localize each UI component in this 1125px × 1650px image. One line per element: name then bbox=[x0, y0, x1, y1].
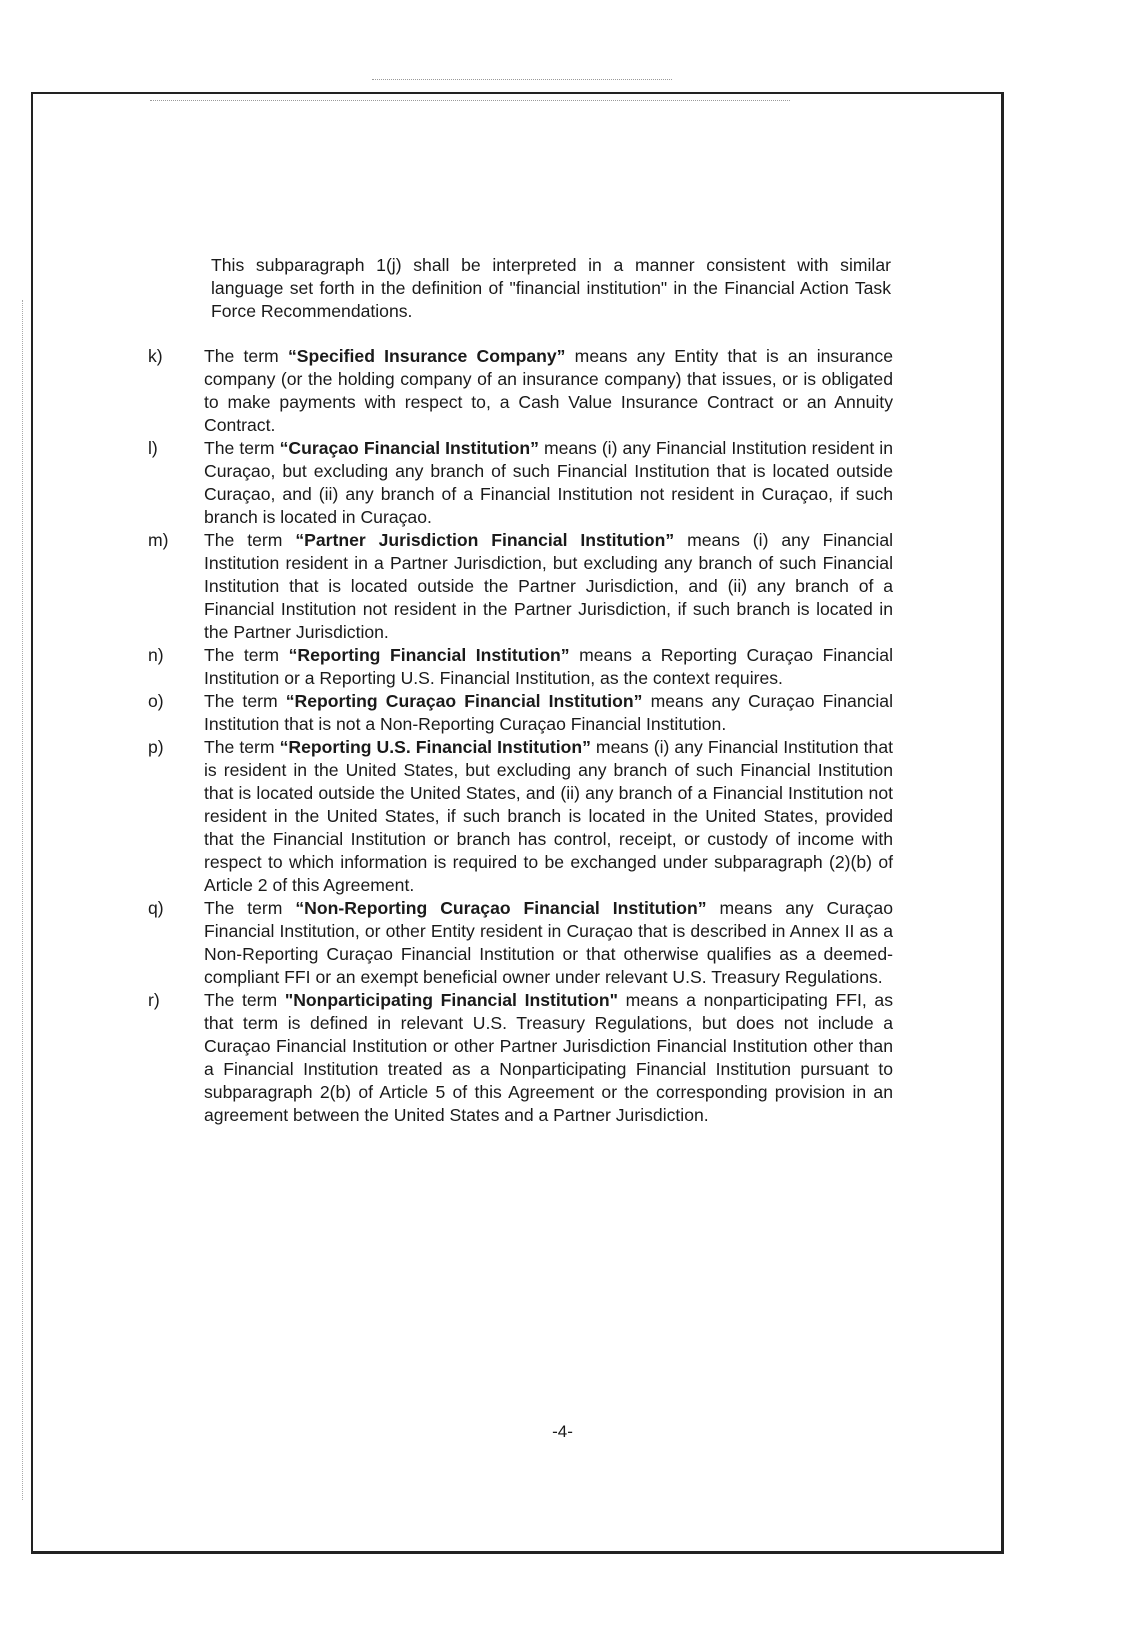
definition-letter: m) bbox=[148, 530, 169, 550]
definition-body: means (i) any Financial Institution that is resident in the United States, but excluding any branch of such Financial Institution that is located outside the United States, and (ii) any branch of a Financial Institution not resident in the United States, if such branch is located in the United States, provided that the Financial Institution or branch has control, receipt, or custody of income with respect to which information is required to be exchanged under subparagraph (2)(b) of Article 2 of this Agreement. bbox=[204, 737, 893, 895]
definition-lead: The term bbox=[204, 530, 296, 550]
definition-lead: The term bbox=[204, 645, 289, 665]
definition-item-o bbox=[148, 690, 893, 736]
definition-body: means any Curaçao Financial Institution, or other Entity resident in Curaçao that is described in Annex II as a Non-Reporting Curaçao Financial Institution or that otherwise qualifies as a deemed-compliant FFI or an exempt beneficial owner under relevant U.S. Treasury Regulations. bbox=[204, 898, 894, 987]
definition-body: means any Curaçao Financial Institution that is not a Non-Reporting Curaçao Financial Institution. bbox=[204, 691, 894, 734]
definition-letter: k) bbox=[148, 346, 163, 366]
definition-letter: q) bbox=[148, 898, 164, 918]
definition-body: means any Entity that is an insurance company (or the holding company of an insurance company) that issues, or is obligated to make payments with respect to, a Cash Value Insurance Contract or an Annuity Contract. bbox=[204, 346, 893, 435]
definition-item-n bbox=[148, 644, 893, 690]
defined-term: “Reporting Financial Institution” bbox=[288, 645, 570, 665]
defined-term: "Nonparticipating Financial Institution" bbox=[284, 990, 618, 1010]
scan-artifact-left bbox=[22, 300, 23, 1500]
definition-text bbox=[204, 437, 893, 529]
definition-text bbox=[204, 736, 893, 897]
definition-letter: p) bbox=[148, 737, 164, 757]
definition-text bbox=[204, 690, 893, 736]
definition-item-l bbox=[148, 437, 893, 529]
definition-item-p bbox=[148, 736, 893, 897]
definition-lead: The term bbox=[204, 990, 285, 1010]
definition-lead: The term bbox=[204, 737, 280, 757]
definition-lead: The term bbox=[204, 898, 296, 918]
defined-term: “Curaçao Financial Institution” bbox=[279, 438, 539, 458]
definition-lead: The term bbox=[204, 691, 286, 711]
defined-term: “Reporting Curaçao Financial Institution” bbox=[285, 691, 643, 711]
definition-letter: r) bbox=[148, 990, 160, 1010]
definition-lead: The term bbox=[204, 438, 280, 458]
scan-artifact-top bbox=[372, 79, 672, 80]
definition-body: means (i) any Financial Institution resident in Curaçao, but excluding any branch of such Financial Institution that is located outside Curaçao, and (ii) any branch of a Financial Institution not resident in Curaçao, if such branch is located in Curaçao. bbox=[204, 438, 893, 527]
defined-term: “Partner Jurisdiction Financial Institution” bbox=[295, 530, 675, 550]
definition-item-r bbox=[148, 989, 893, 1127]
defined-term: “Reporting U.S. Financial Institution” bbox=[279, 737, 591, 757]
definition-letter: n) bbox=[148, 645, 164, 665]
definition-list bbox=[148, 345, 893, 1127]
definition-item-k bbox=[148, 345, 893, 437]
definition-text bbox=[204, 989, 893, 1127]
definition-letter: o) bbox=[148, 691, 164, 711]
page-number: -4- bbox=[552, 1422, 573, 1441]
definition-text bbox=[204, 897, 893, 989]
definition-lead: The term bbox=[204, 346, 288, 366]
definition-text bbox=[204, 644, 893, 690]
definition-letter: l) bbox=[148, 438, 158, 458]
intro-paragraph: This subparagraph 1(j) shall be interpreted in a manner consistent with similar language set forth in the definition of "financial institution" in the Financial Action Task Force Recommendations. bbox=[211, 255, 891, 321]
definition-text bbox=[204, 345, 893, 437]
definition-body: means (i) any Financial Institution resident in a Partner Jurisdiction, but excluding any branch of such Financial Institution that is located outside the Partner Jurisdiction, and (ii) any branch of a Financial Institution not resident in the Partner Jurisdiction, if such branch is located in the Partner Jurisdiction. bbox=[204, 530, 894, 642]
defined-term: “Non-Reporting Curaçao Financial Institution” bbox=[295, 898, 707, 918]
definition-body: means a Reporting Curaçao Financial Institution or a Reporting U.S. Financial Institution, as the context requires. bbox=[204, 645, 893, 688]
definition-text bbox=[204, 529, 893, 644]
definition-item-m bbox=[148, 529, 893, 644]
defined-term: “Specified Insurance Company” bbox=[287, 346, 566, 366]
definition-body: means a nonparticipating FFI, as that term is defined in relevant U.S. Treasury Regulations, but does not include a Curaçao Financial Institution or other Partner Jurisdiction Financial Institution other than a Financial Institution treated as a Nonparticipating Financial Institution pursuant to subparagraph 2(b) of Article 5 of this Agreement or the corresponding provision in an agreement between the United States and a Partner Jurisdiction. bbox=[204, 990, 893, 1125]
definition-item-q bbox=[148, 897, 893, 989]
